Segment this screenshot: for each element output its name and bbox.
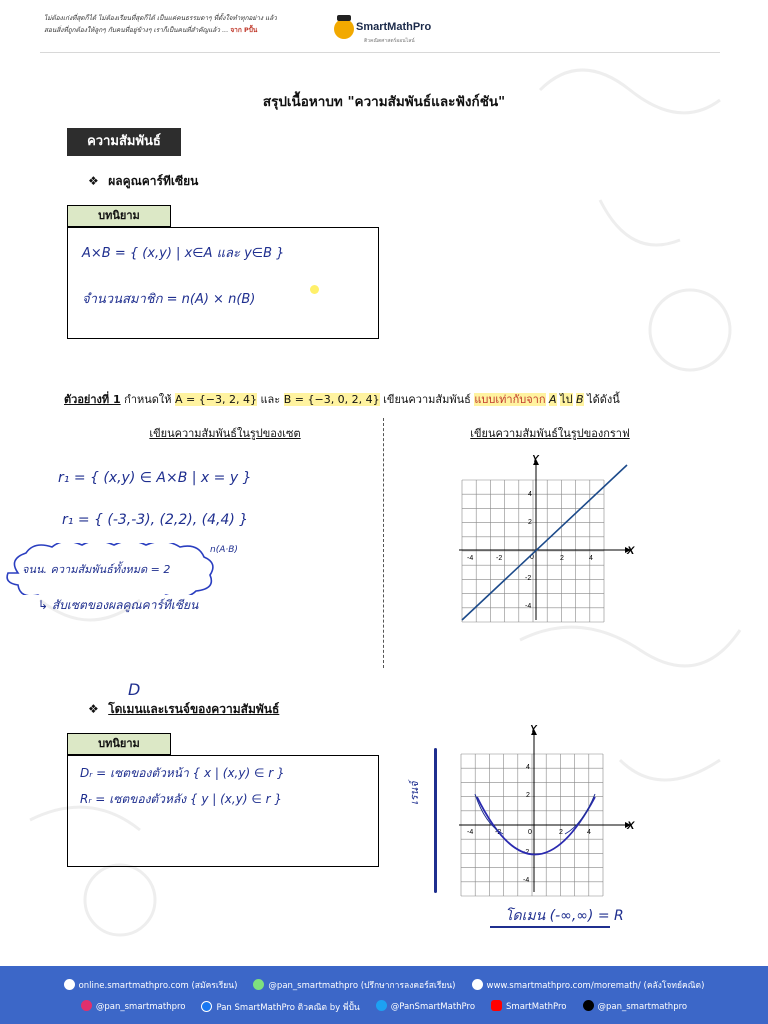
- section-label: ความสัมพันธ์: [67, 128, 181, 156]
- def1-line-2: จำนวนสมาชิก = n(A) × n(B): [82, 292, 256, 307]
- youtube-icon: [491, 1000, 502, 1011]
- graph1-tick-y-4: 4: [528, 491, 532, 498]
- hand-r1-definition: r₁ = { (x,y) ∈ A×B | x = y }: [58, 470, 252, 486]
- set-a: A = {−3, 2, 4}: [175, 393, 257, 406]
- graph2-tick-y-neg4: -4: [523, 877, 530, 884]
- hand-subset-note: ↳ สับเซตของผลคูณคาร์ทีเซียน: [38, 598, 199, 612]
- left-column-title: เขียนความสัมพันธ์ในรูปของเซต: [149, 427, 301, 440]
- bullet-text: โดเมนและเรนจ์ของความสัมพันธ์: [108, 702, 280, 716]
- graph1-tick-x-neg2: -2: [496, 555, 503, 562]
- graph2-tick-y-2: 2: [526, 792, 530, 799]
- web-icon: [472, 979, 483, 990]
- definition-box-1: [67, 227, 379, 339]
- quote-author: จาก Pปั้น: [230, 26, 258, 34]
- graph1-tick-x-2: 2: [560, 555, 564, 562]
- graph2-origin: 0: [528, 829, 532, 836]
- hand-r1-set: r₁ = { (-3,-3), (2,2), (4,4) }: [62, 512, 249, 528]
- definition-box-2: [67, 755, 379, 867]
- footer-link-youtube[interactable]: SmartMathPro: [491, 1000, 566, 1014]
- footer-link-tiktok[interactable]: @pan_smartmathpro: [583, 1000, 688, 1014]
- graduation-cap-icon: [334, 19, 354, 39]
- graph2-tick-x-neg2: -2: [495, 829, 502, 836]
- graph1-tick-y-neg2: -2: [525, 575, 532, 582]
- definition-label-1: บทนิยาม: [67, 205, 171, 227]
- page-title: สรุปเนื้อหาบท "ความสัมพันธ์และฟังก์ชัน": [262, 94, 506, 110]
- diamond-bullet-icon: ❖: [88, 702, 99, 716]
- graph2-y-label: Y: [530, 724, 537, 735]
- column-divider: [383, 418, 384, 668]
- header-quote: [44, 12, 324, 36]
- bullet-cartesian-product: [88, 172, 198, 191]
- definition-label-2: บทนิยาม: [67, 733, 171, 755]
- logo-text: SmartMathPro: [356, 21, 432, 33]
- graph1-tick-y-2: 2: [528, 519, 532, 526]
- graph2-hand-curve-right: [565, 794, 595, 834]
- diamond-bullet-icon: ❖: [88, 174, 99, 188]
- graph2-x-label: X: [627, 820, 635, 832]
- graph1-line-y-equals-x: [462, 465, 627, 620]
- line-icon: [253, 979, 264, 990]
- graph1-origin: 0: [530, 554, 534, 561]
- facebook-icon: [201, 1001, 212, 1012]
- graph2-tick-x-2: 2: [559, 829, 563, 836]
- def1-line-1: A×B = { (x,y) | x∈A และ y∈B }: [82, 246, 285, 261]
- graph1-tick-y-neg4: -4: [525, 603, 532, 610]
- example-to: B: [576, 393, 584, 406]
- instagram-icon: [81, 1000, 92, 1011]
- example-from: A: [549, 393, 557, 406]
- right-column-title: เขียนความสัมพันธ์ในรูปของกราฟ: [470, 427, 630, 440]
- example-1-statement: [64, 390, 714, 408]
- graph1-x-label: X: [627, 545, 635, 557]
- example-red-part: แบบเท่ากับจาก: [474, 393, 546, 406]
- footer-row-2: [0, 1000, 768, 1014]
- bullet-text: ผลคูณคาร์ทีเซียน: [108, 174, 199, 188]
- logo-subtitle: ติวคณิตศาสตร์ออนไลน์: [364, 38, 415, 44]
- quote-line-1: ไม่ต้องเก่งที่สุดก็ได้ ไม่ต้องเรียนที่สุดก็ได้ เป็นแค่คนธรรมดาๆ ที่ตั้งใจทำทุกอย่าง แล้ว: [44, 14, 277, 22]
- def2-line-2: Rᵣ = เซตของตัวหลัง { y | (x,y) ∈ r }: [80, 792, 282, 806]
- cursor-highlight-dot: [310, 285, 319, 294]
- quote-line-2: สอนสิ่งที่ถูกต้องให้ลูกๆ กับคนที่อยู่ข้างๆ เราก็เป็นคนที่สำคัญแล้ว ...: [44, 26, 229, 34]
- header-divider: [40, 52, 720, 53]
- graph1-tick-x-4: 4: [589, 555, 593, 562]
- example-to-word: ไป: [560, 393, 573, 406]
- example-text-2: เขียนความสัมพันธ์: [383, 393, 471, 406]
- footer-link-online[interactable]: online.smartmathpro.com (สมัครเรียน): [64, 978, 238, 992]
- example-and: และ: [260, 393, 281, 406]
- hand-underline: [490, 926, 610, 928]
- globe-icon: [64, 979, 75, 990]
- bullet-domain-range: [88, 700, 279, 719]
- example-suffix: ได้ดังนี้: [587, 393, 620, 406]
- relation-graph-parabola: [455, 722, 640, 897]
- relation-graph-line: [455, 450, 640, 625]
- hand-cloud-exponent: n(A·B): [210, 545, 238, 555]
- footer-row-1: [0, 978, 768, 992]
- graph1-y-label: Y: [532, 454, 539, 465]
- graph2-tick-x-4: 4: [587, 829, 591, 836]
- graph1-tick-x-neg4: -4: [467, 555, 474, 562]
- example-prefix: ตัวอย่างที่ 1: [64, 393, 121, 406]
- graph2-parabola-curve: [477, 797, 595, 855]
- hand-domain-note: โดเมน (-∞,∞) = R: [505, 908, 624, 924]
- footer-link-line[interactable]: @pan_smartmathpro (ปรึกษาการลงคอร์สเรียน): [253, 978, 455, 992]
- footer-link-website[interactable]: www.smartmathpro.com/moremath/ (คลังโจทย์คณิต): [472, 978, 705, 992]
- def2-line-1: Dᵣ = เซตของตัวหน้า { x | (x,y) ∈ r }: [80, 766, 285, 780]
- hand-range-bracket: [434, 748, 437, 893]
- set-b: B = {−3, 0, 2, 4}: [283, 393, 380, 406]
- twitter-icon: [376, 1000, 387, 1011]
- footer-link-twitter[interactable]: @PanSmartMathPro: [376, 1000, 475, 1014]
- graph2-tick-y-neg2: -2: [523, 849, 530, 856]
- graph2-tick-y-4: 4: [526, 764, 530, 771]
- footer-link-instagram[interactable]: @pan_smartmathpro: [81, 1000, 186, 1014]
- hand-range-label: เรนจ์: [408, 781, 421, 805]
- hand-cloud-text: จนน. ความสัมพันธ์ทั้งหมด = 2: [22, 563, 171, 576]
- hand-letter-d: D: [128, 680, 141, 699]
- footer-contact-bar: [0, 966, 768, 1024]
- footer-link-facebook[interactable]: Pan SmartMathPro ติวคณิต by พี่ปั้น: [201, 1000, 359, 1014]
- smartmathpro-logo: [334, 17, 464, 47]
- tiktok-icon: [583, 1000, 594, 1011]
- graph2-tick-x-neg4: -4: [467, 829, 474, 836]
- example-text-1: กำหนดให้: [124, 393, 172, 406]
